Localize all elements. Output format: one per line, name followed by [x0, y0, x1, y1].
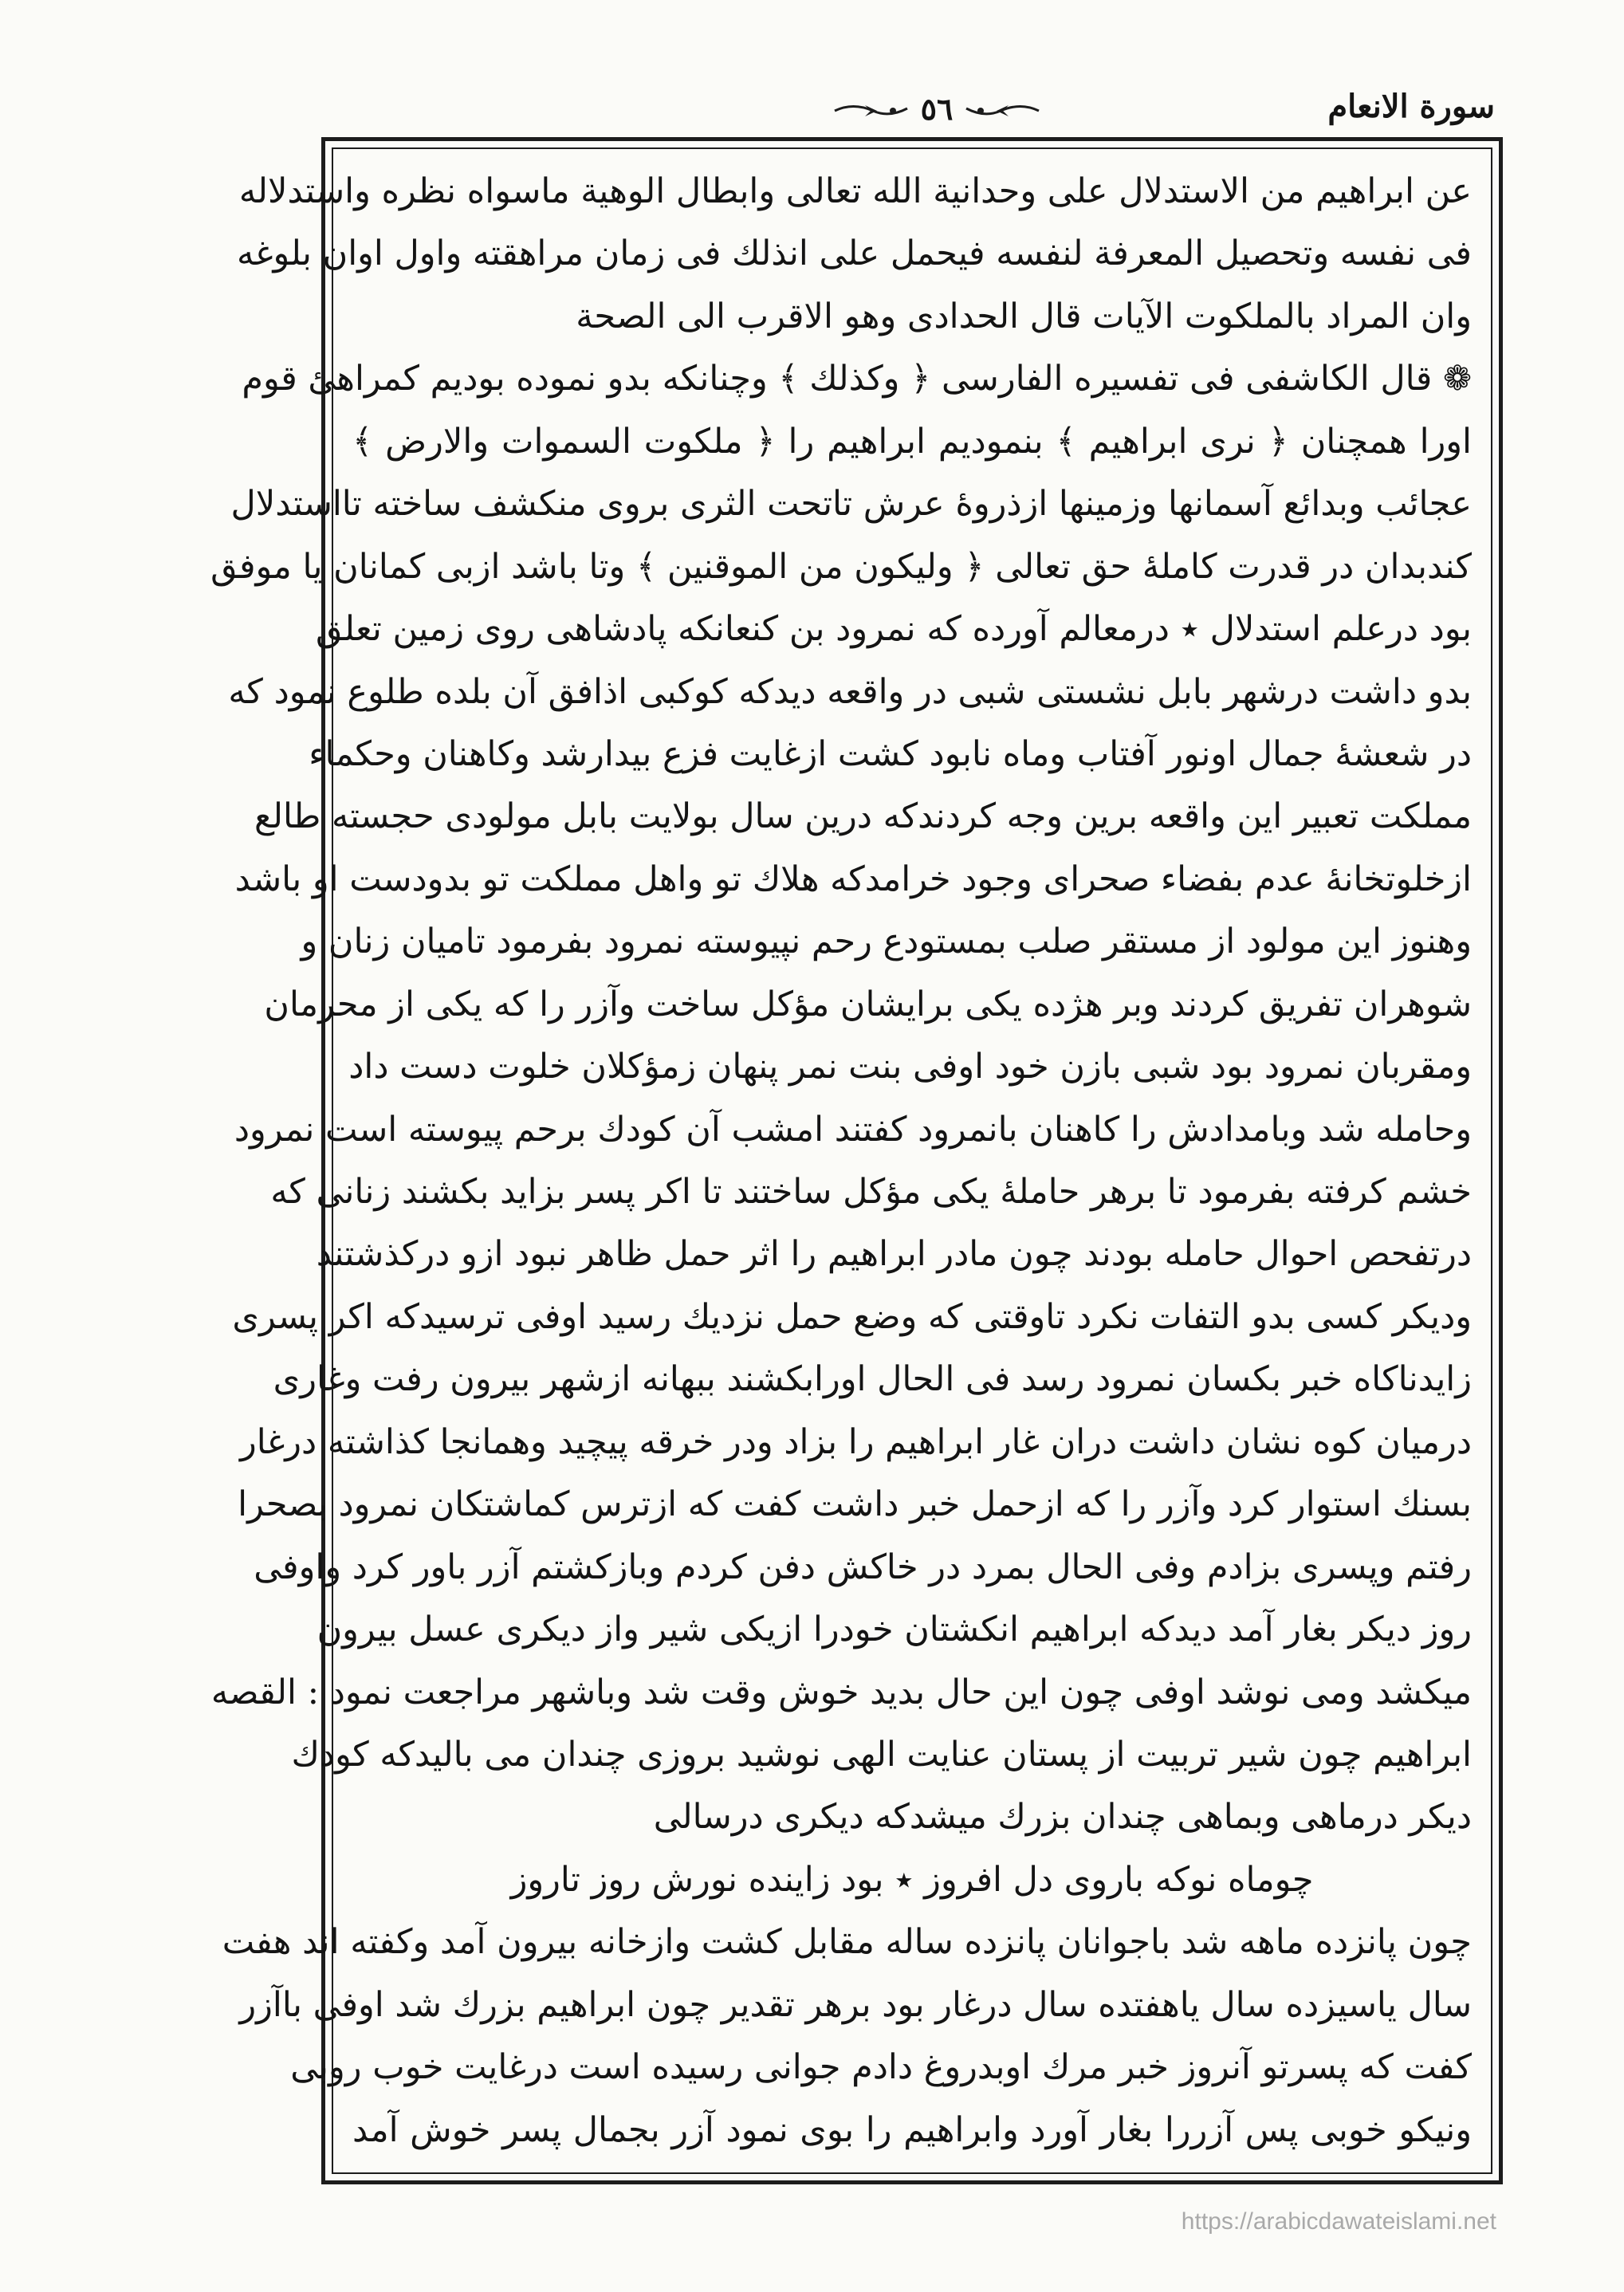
text-line: فى نفسه وتحصيل المعرفة لنفسه فيحمل على انذلك فى زمان مراهقته واول اوان بلوغه: [237, 234, 1472, 274]
text-line: اورا همچنان ﴿ نرى ابراهيم ﴾ بنموديم ابراهيم را ﴿ ملكوت السموات والارض ﴾: [352, 421, 1472, 462]
page-number: ٥٦: [920, 91, 954, 127]
text-line: ديكر درماهى وبماهى چندان بزرك ميشدكه ديكرى درسالى: [653, 1797, 1472, 1838]
page-frame: [210, 137, 1503, 2184]
text-line: وان المراد بالملكوت الآيات قال الحدادى وهو الاقرب الى الصحة: [576, 296, 1472, 336]
verse-line: چوماه نوكه باروى دل افروز ٭ بود زاينده نورش روز تاروز: [510, 1859, 1314, 1900]
text-line: ابراهيم چون شير تربيت از پستان عنايت الهى نوشيد بروزى چندان مى باليدكه كودك: [291, 1734, 1472, 1775]
text-line: در شعشهٔ جمال اونور آفتاب وماه نابود كشت ازغايت فزع بيدارشد وكاهنان وحكماء: [309, 733, 1472, 774]
text-line: بدو داشت درشهر بابل نشستى شبى در واقعه ديدكه كوكبى اذافق آن بلده طلوع نمود كه: [228, 671, 1472, 712]
page-header: [315, 80, 1495, 143]
page-frame-inner: [210, 147, 1492, 2174]
page-number-block: [833, 91, 1040, 131]
text-line: كندبدان در قدرت كاملهٔ حق تعالى ﴿ وليكون من الموقنين ﴾ وتا باشد ازبى كمانان يا موفق: [210, 546, 1472, 587]
ornament-left-icon: [833, 100, 909, 121]
text-line: مملكت تعبير اين واقعه برين وجه كردندكه درين سال بولايت بابل مولودى حجسته طالع: [254, 796, 1472, 837]
text-line: بود درعلم استدلال ٭ درمعالم آورده كه نمرود بن كنعانكه پادشاهى روى زمين تعلق: [316, 609, 1472, 650]
text-line: وحامله شد وبامدادش را كاهنان بانمرود كفتند امشب آن كودك برحم پيوسته است نمرود: [234, 1109, 1472, 1150]
text-line: عجائب وبدائع آسمانها وزمينها ازذروهٔ عرش تاتحت الثرى بروى منكشف ساخته تااستدلال: [230, 484, 1472, 525]
text-line: ❁ قال الكاشفى فى تفسيره الفارسى ﴿ وكذلك ﴾ وچنانكه بدو نموده بوديم كمراهىٔ قوم: [242, 359, 1472, 399]
text-line: وديكر كسى بدو التفات نكرد تاوقتى كه وضع حمل نزديك رسيد اوفى ترسيدكه اكر پسرى: [232, 1296, 1472, 1337]
text-line: سال ياسيزده سال ياهفتده سال درغار بود برهر تقدير چون ابراهيم بزرك شد اوفى باآزر: [239, 1984, 1472, 2025]
text-line: زايدناكاه خبر بكسان نمرود رسد فى الحال اورابكشند ببهانه ازشهر بيرون رفت وغارى: [273, 1359, 1472, 1400]
text-line: شوهران تفريق كردند وبر هژده يكى برايشان مؤكل ساخت وآزر را كه يكى از محرمان: [264, 984, 1472, 1024]
text-line: عن ابراهيم من الاستدلال على وحدانية الله تعالى وابطال الوهية ماسواه نظره واستدلاله: [238, 171, 1472, 211]
text-line: خشم كرفته بفرمود تا برهر حاملهٔ يكى مؤكل ساختند تا اكر پسر بزايد بكشند زنانى كه: [270, 1172, 1472, 1212]
ornament-right-icon: [965, 100, 1040, 121]
text-line: ومقربان نمرود بود شبى بازن خود اوفى بنت نمر پنهان زمؤكلان خلوت دست داد: [348, 1047, 1472, 1087]
text-line: ونيكو خوبى پس آزررا بغار آورد وابراهيم را بوى نمود آزر بجمال پسر خوش آمد: [352, 2109, 1472, 2150]
text-line: ازخلوتخانهٔ عدم بفضاء صحراى وجود خرامدكه هلاك تو واهل مملكت تو بدودست او باشد: [234, 859, 1472, 899]
text-line: ميكشد ومى نوشد اوفى چون اين حال بديد خوش وقت شد وباشهر مراجعت نمود : القصه: [210, 1672, 1472, 1712]
text-line: درتفحص احوال حامله بودند چون مادر ابراهيم را اثر حمل ظاهر نبود ازو دركذشتند: [316, 1234, 1472, 1275]
surah-title: سورة الانعام: [1327, 88, 1495, 125]
text-line: كفت كه پسرتو آنروز خبر مرك اوبدروغ دادم جوانى رسيده است درغايت خوب روبى: [290, 2047, 1472, 2088]
watermark-url: https://arabicdawateislami.net: [1181, 2208, 1496, 2235]
text-line: چون پانزده ماهه شد باجوانان پانزده ساله مقابل كشت وازخانه بيرون آمد وكفته اند هفت: [222, 1922, 1472, 1963]
text-line: رفتم وپسرى بزادم وفى الحال بمرد در خاكش دفن كردم وبازكشتم آزر باور كرد واوفى: [254, 1547, 1472, 1587]
text-line: روز ديكر بغار آمد ديدكه ابراهيم انكشتان خودرا ازيكى شير واز ديكرى عسل بيرون: [317, 1610, 1472, 1650]
text-line: وهنوز اين مولود از مستقر صلب بمستودع رحم نپيوسته نمرود بفرمود تاميان زنان و: [301, 922, 1472, 962]
text-line: درميان كوه نشان داشت دران غار ابراهيم را بزاد ودر خرقه پيچيد وهمانجا كذاشته درغار: [239, 1421, 1472, 1462]
text-body: [210, 160, 1472, 2161]
text-line: بسنك استوار كرد وآزر را كه ازحمل خبر داشت كفت كه ازترس كماشتكان نمرود بصحرا: [238, 1484, 1472, 1525]
